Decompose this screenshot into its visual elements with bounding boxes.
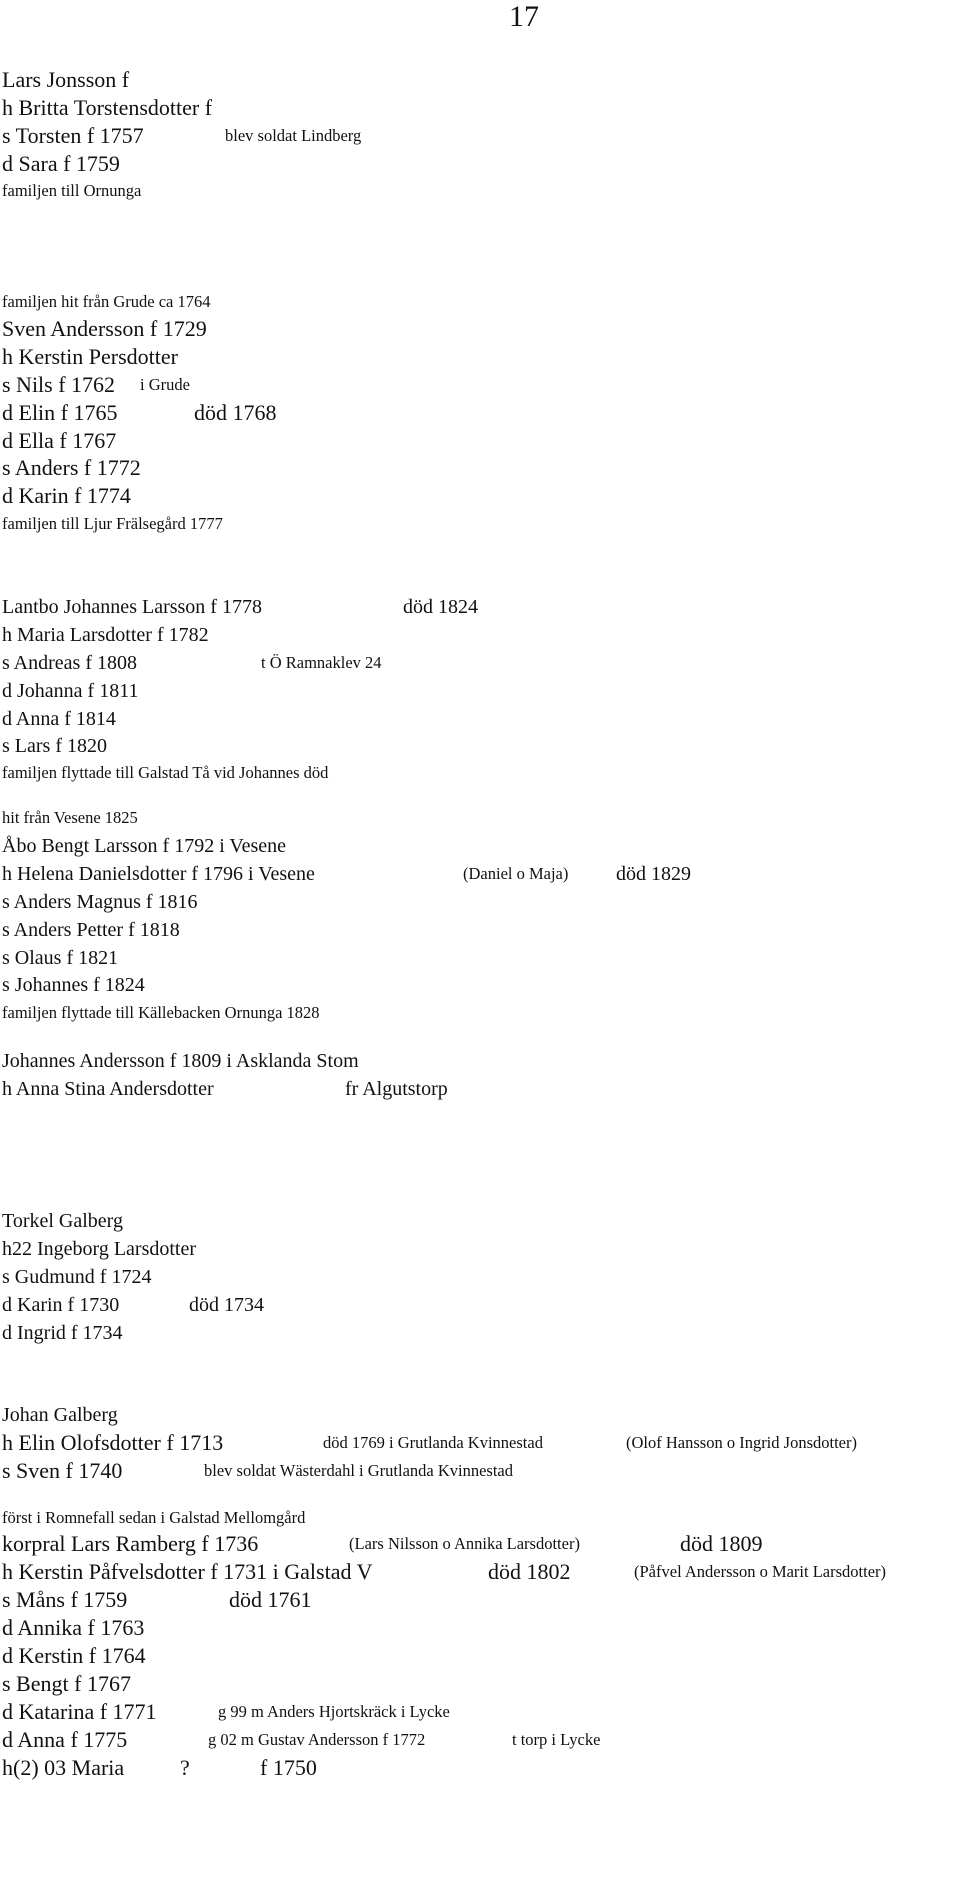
record-line-text: h Anna Stina Andersdotter [2, 1078, 214, 1100]
record-line-text: familjen flyttade till Källebacken Ornunga 1828 [2, 1003, 320, 1022]
record-line-text: död 1802 [488, 1559, 571, 1584]
record-line-text: h22 Ingeborg Larsdotter [2, 1238, 197, 1260]
record-line-text: s Anders Magnus f 1816 [2, 891, 198, 913]
record-line-text: h Kerstin Påfvelsdotter f 1731 i Galstad V [2, 1559, 373, 1584]
record-line-text: död 1809 [680, 1531, 763, 1556]
record-line-text: s Bengt f 1767 [2, 1671, 131, 1696]
record-line-text: död 1824 [403, 596, 478, 618]
record-line-text: g 02 m Gustav Andersson f 1772 [208, 1730, 426, 1749]
record-line-text: familjen till Ornunga [2, 181, 142, 200]
record-line-text: blev soldat Wästerdahl i Grutlanda Kvinnestad [204, 1461, 513, 1480]
record-line-text: död 1768 [194, 400, 277, 425]
record-line-text: d Karin f 1730 [2, 1294, 120, 1316]
record-line-text: s Anders f 1772 [2, 455, 141, 480]
page-number: 17 [509, 0, 539, 33]
record-line-text: d Anna f 1775 [2, 1727, 128, 1752]
record-line-text: d Kerstin f 1764 [2, 1643, 146, 1668]
record-line-text: Åbo Bengt Larsson f 1792 i Vesene [2, 835, 287, 857]
record-line-text: ? [180, 1755, 190, 1780]
record-line-text: Torkel Galberg [2, 1210, 123, 1232]
record-line-text: d Ingrid f 1734 [2, 1322, 123, 1344]
record-line-text: Lars Jonsson f [2, 67, 130, 92]
record-line-text: d Ella f 1767 [2, 428, 117, 453]
record-line-text: d Elin f 1765 [2, 400, 118, 425]
record-line-text: s Torsten f 1757 [2, 123, 144, 148]
record-line-text: hit från Vesene 1825 [2, 808, 138, 827]
record-line-text: d Karin f 1774 [2, 483, 131, 508]
record-line-text: s Sven f 1740 [2, 1458, 123, 1483]
record-line-text: (Daniel o Maja) [463, 864, 569, 883]
record-line-text: s Johannes f 1824 [2, 974, 145, 996]
record-line-text: (Påfvel Andersson o Marit Larsdotter) [634, 1562, 887, 1581]
record-line-text: h Elin Olofsdotter f 1713 [2, 1430, 224, 1455]
record-line-text: Sven Andersson f 1729 [2, 316, 207, 341]
record-line-text: d Annika f 1763 [2, 1615, 145, 1640]
record-line-text: h Kerstin Persdotter [2, 344, 178, 369]
record-line-text: d Anna f 1814 [2, 708, 116, 730]
record-line-text: g 99 m Anders Hjortskräck i Lycke [218, 1702, 450, 1721]
record-line-text: Lantbo Johannes Larsson f 1778 [2, 596, 262, 618]
record-line-text: d Katarina f 1771 [2, 1699, 157, 1724]
record-line-text: Johannes Andersson f 1809 i Asklanda Stom [2, 1050, 359, 1072]
record-line-text: f 1750 [260, 1755, 317, 1780]
record-line-text: Johan Galberg [2, 1404, 118, 1426]
record-line-text: först i Romnefall sedan i Galstad Mellomgård [2, 1508, 306, 1527]
record-line-text: död 1829 [616, 863, 691, 885]
record-line-text: t torp i Lycke [512, 1730, 601, 1749]
record-line-text: (Olof Hansson o Ingrid Jonsdotter) [626, 1433, 857, 1452]
record-line-text: s Lars f 1820 [2, 735, 107, 757]
record-line-text: d Sara f 1759 [2, 151, 120, 176]
record-line-text: s Måns f 1759 [2, 1587, 128, 1612]
record-line-text: s Gudmund f 1724 [2, 1266, 152, 1288]
record-line-text: blev soldat Lindberg [225, 126, 362, 145]
record-line-text: (Lars Nilsson o Annika Larsdotter) [349, 1534, 580, 1553]
record-line-text: död 1761 [229, 1587, 312, 1612]
record-line-text: s Andreas f 1808 [2, 652, 137, 674]
record-line-text: s Nils f 1762 [2, 372, 116, 397]
record-line-text: familjen hit från Grude ca 1764 [2, 292, 211, 311]
record-line-text: död 1769 i Grutlanda Kvinnestad [323, 1433, 543, 1452]
record-line-text: h Helena Danielsdotter f 1796 i Vesene [2, 863, 315, 885]
record-line-text: korpral Lars Ramberg f 1736 [2, 1531, 259, 1556]
record-line-text: s Olaus f 1821 [2, 947, 119, 969]
record-line-text: d Johanna f 1811 [2, 680, 139, 702]
record-line-text: död 1734 [189, 1294, 264, 1316]
record-line-text: fr Algutstorp [345, 1078, 448, 1100]
record-line-text: h(2) 03 Maria [2, 1755, 125, 1780]
record-line-text: t Ö Ramnaklev 24 [261, 653, 382, 672]
record-line-text: familjen till Ljur Frälsegård 1777 [2, 514, 223, 533]
record-line-text: s Anders Petter f 1818 [2, 919, 180, 941]
record-line-text: i Grude [140, 375, 190, 394]
record-line-text: h Britta Torstensdotter f [2, 95, 213, 120]
record-line-text: h Maria Larsdotter f 1782 [2, 624, 209, 646]
record-line-text: familjen flyttade till Galstad Tå vid Johannes död [2, 763, 329, 782]
